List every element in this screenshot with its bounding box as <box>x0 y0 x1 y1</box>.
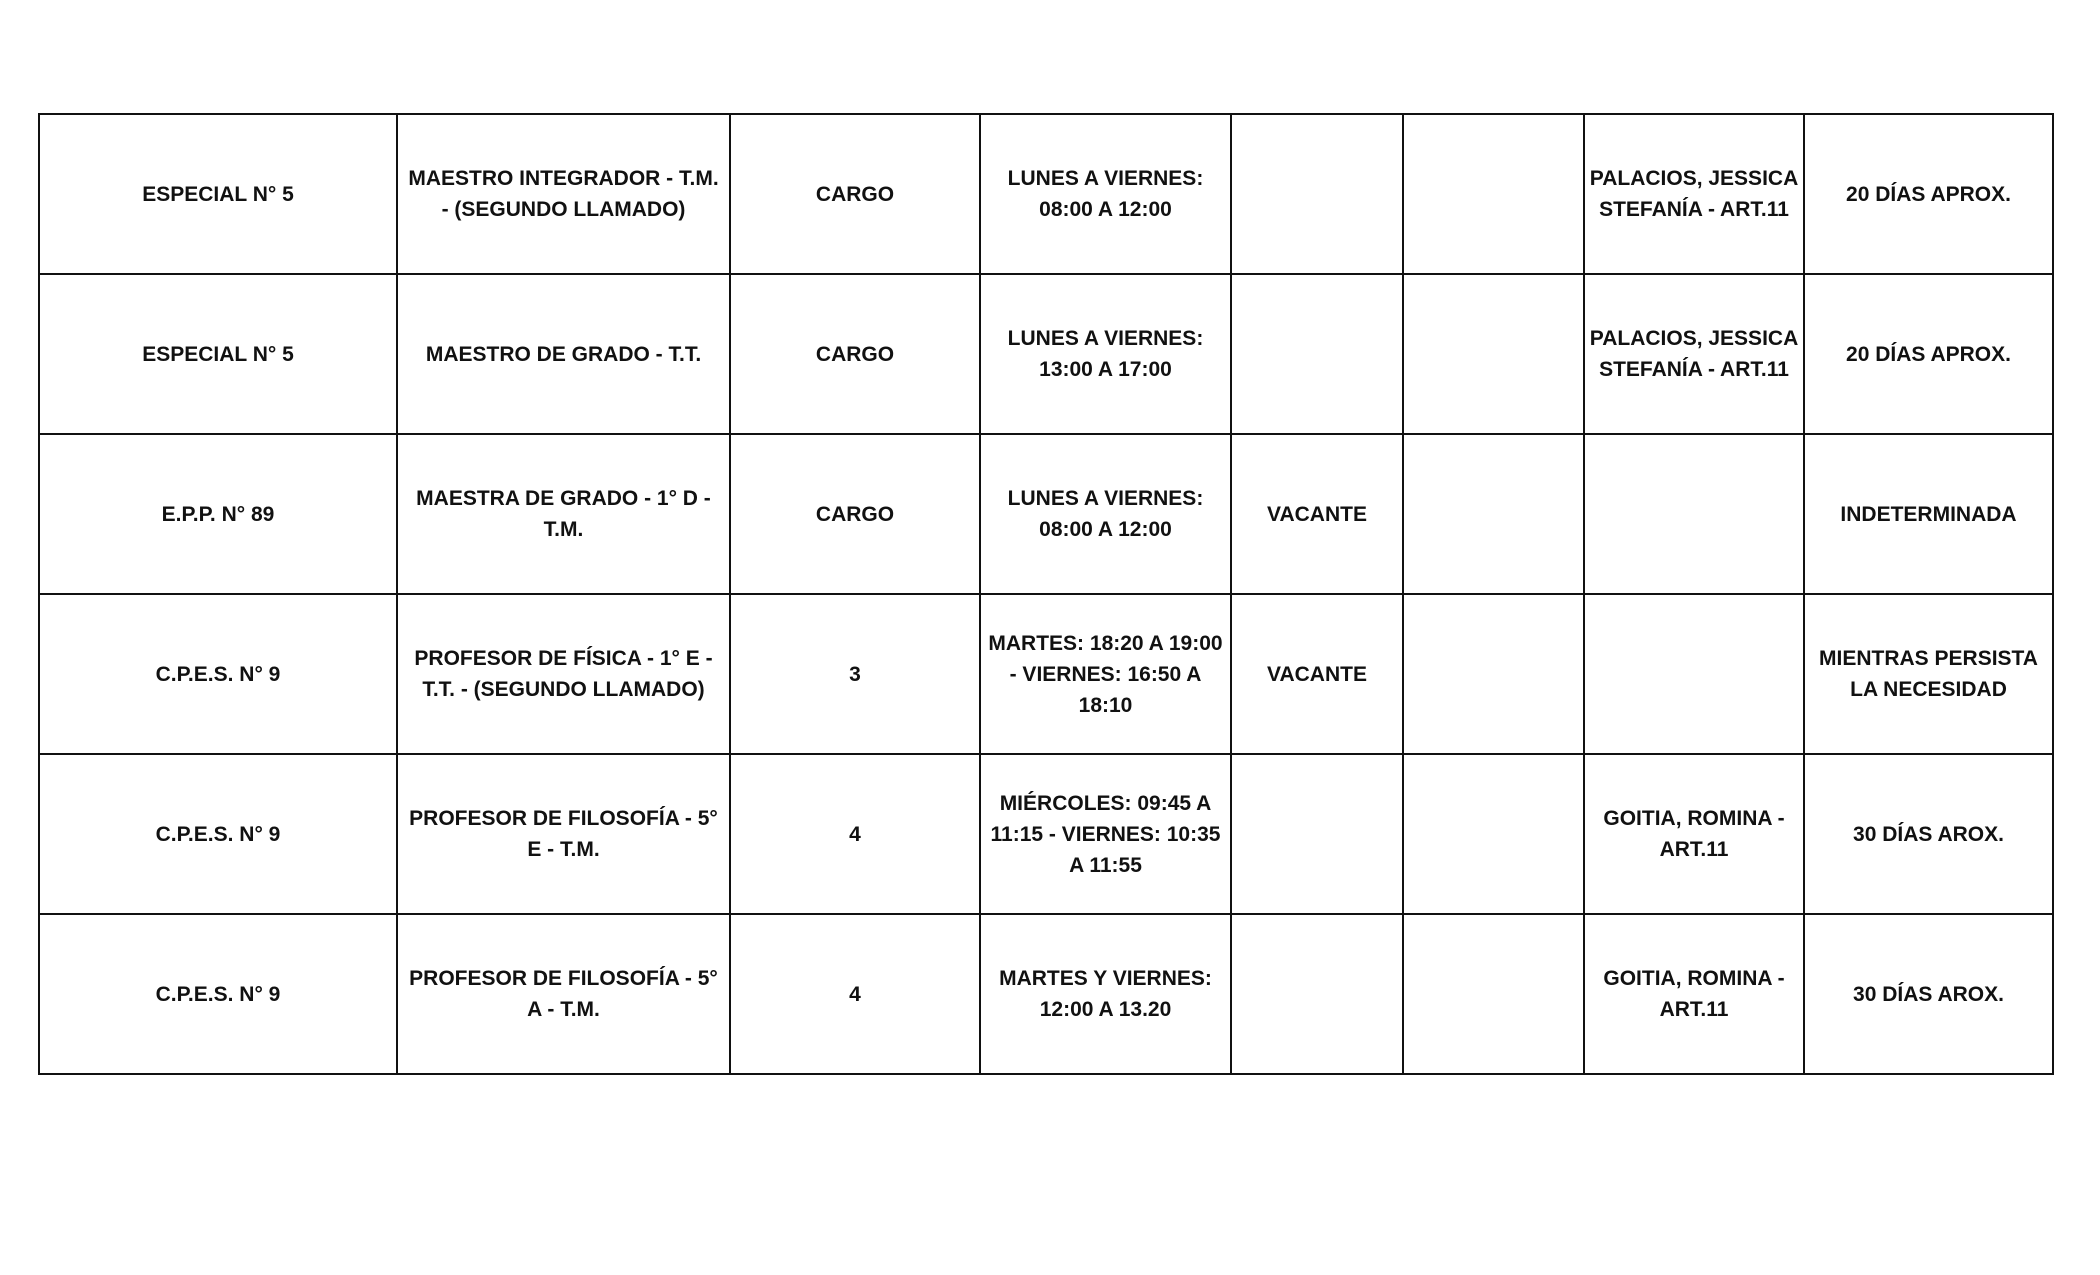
status-cell <box>1231 114 1403 274</box>
replaces-cell <box>1584 594 1804 754</box>
hours-cell: 4 <box>730 754 980 914</box>
schedule-cell: MARTES: 18:20 A 19:00 - VIERNES: 16:50 A 18:10 <box>980 594 1231 754</box>
position-cell: PROFESOR DE FILOSOFÍA - 5° E - T.M. <box>397 754 730 914</box>
school-cell: C.P.E.S. N° 9 <box>39 754 397 914</box>
position-cell: MAESTRA DE GRADO - 1° D - T.M. <box>397 434 730 594</box>
replaces-cell: PALACIOS, JESSICA STEFANÍA - ART.11 <box>1584 274 1804 434</box>
position-cell: MAESTRO DE GRADO - T.T. <box>397 274 730 434</box>
schedule-cell: MIÉRCOLES: 09:45 A 11:15 - VIERNES: 10:35 A 11:55 <box>980 754 1231 914</box>
position-cell: MAESTRO INTEGRADOR - T.M. - (SEGUNDO LLAMADO) <box>397 114 730 274</box>
extra-cell <box>1403 274 1584 434</box>
table-row <box>39 114 2053 274</box>
schedule-cell: LUNES A VIERNES: 08:00 A 12:00 <box>980 434 1231 594</box>
status-cell <box>1231 914 1403 1074</box>
table-row <box>39 274 2053 434</box>
schedule-cell: LUNES A VIERNES: 08:00 A 12:00 <box>980 114 1231 274</box>
replaces-cell <box>1584 434 1804 594</box>
duration-cell: MIENTRAS PERSISTA LA NECESIDAD <box>1804 594 2053 754</box>
duration-cell: INDETERMINADA <box>1804 434 2053 594</box>
status-cell <box>1231 754 1403 914</box>
hours-cell: CARGO <box>730 434 980 594</box>
position-cell: PROFESOR DE FILOSOFÍA - 5° A - T.M. <box>397 914 730 1074</box>
extra-cell <box>1403 434 1584 594</box>
school-cell: C.P.E.S. N° 9 <box>39 594 397 754</box>
replaces-cell: PALACIOS, JESSICA STEFANÍA - ART.11 <box>1584 114 1804 274</box>
vacancies-sheet <box>38 113 2054 1075</box>
table-row <box>39 914 2053 1074</box>
duration-cell: 20 DÍAS APROX. <box>1804 274 2053 434</box>
school-cell: E.P.P. N° 89 <box>39 434 397 594</box>
extra-cell <box>1403 754 1584 914</box>
vacancies-table <box>38 113 2054 1075</box>
table-row <box>39 754 2053 914</box>
school-cell: ESPECIAL N° 5 <box>39 274 397 434</box>
hours-cell: CARGO <box>730 114 980 274</box>
hours-cell: CARGO <box>730 274 980 434</box>
duration-cell: 30 DÍAS AROX. <box>1804 914 2053 1074</box>
table-row <box>39 594 2053 754</box>
status-cell: VACANTE <box>1231 434 1403 594</box>
table-row <box>39 434 2053 594</box>
position-cell: PROFESOR DE FÍSICA - 1° E - T.T. - (SEGUNDO LLAMADO) <box>397 594 730 754</box>
schedule-cell: LUNES A VIERNES: 13:00 A 17:00 <box>980 274 1231 434</box>
school-cell: C.P.E.S. N° 9 <box>39 914 397 1074</box>
duration-cell: 30 DÍAS AROX. <box>1804 754 2053 914</box>
replaces-cell: GOITIA, ROMINA - ART.11 <box>1584 754 1804 914</box>
extra-cell <box>1403 914 1584 1074</box>
duration-cell: 20 DÍAS APROX. <box>1804 114 2053 274</box>
status-cell: VACANTE <box>1231 594 1403 754</box>
hours-cell: 4 <box>730 914 980 1074</box>
schedule-cell: MARTES Y VIERNES: 12:00 A 13.20 <box>980 914 1231 1074</box>
status-cell <box>1231 274 1403 434</box>
extra-cell <box>1403 594 1584 754</box>
school-cell: ESPECIAL N° 5 <box>39 114 397 274</box>
extra-cell <box>1403 114 1584 274</box>
replaces-cell: GOITIA, ROMINA - ART.11 <box>1584 914 1804 1074</box>
hours-cell: 3 <box>730 594 980 754</box>
